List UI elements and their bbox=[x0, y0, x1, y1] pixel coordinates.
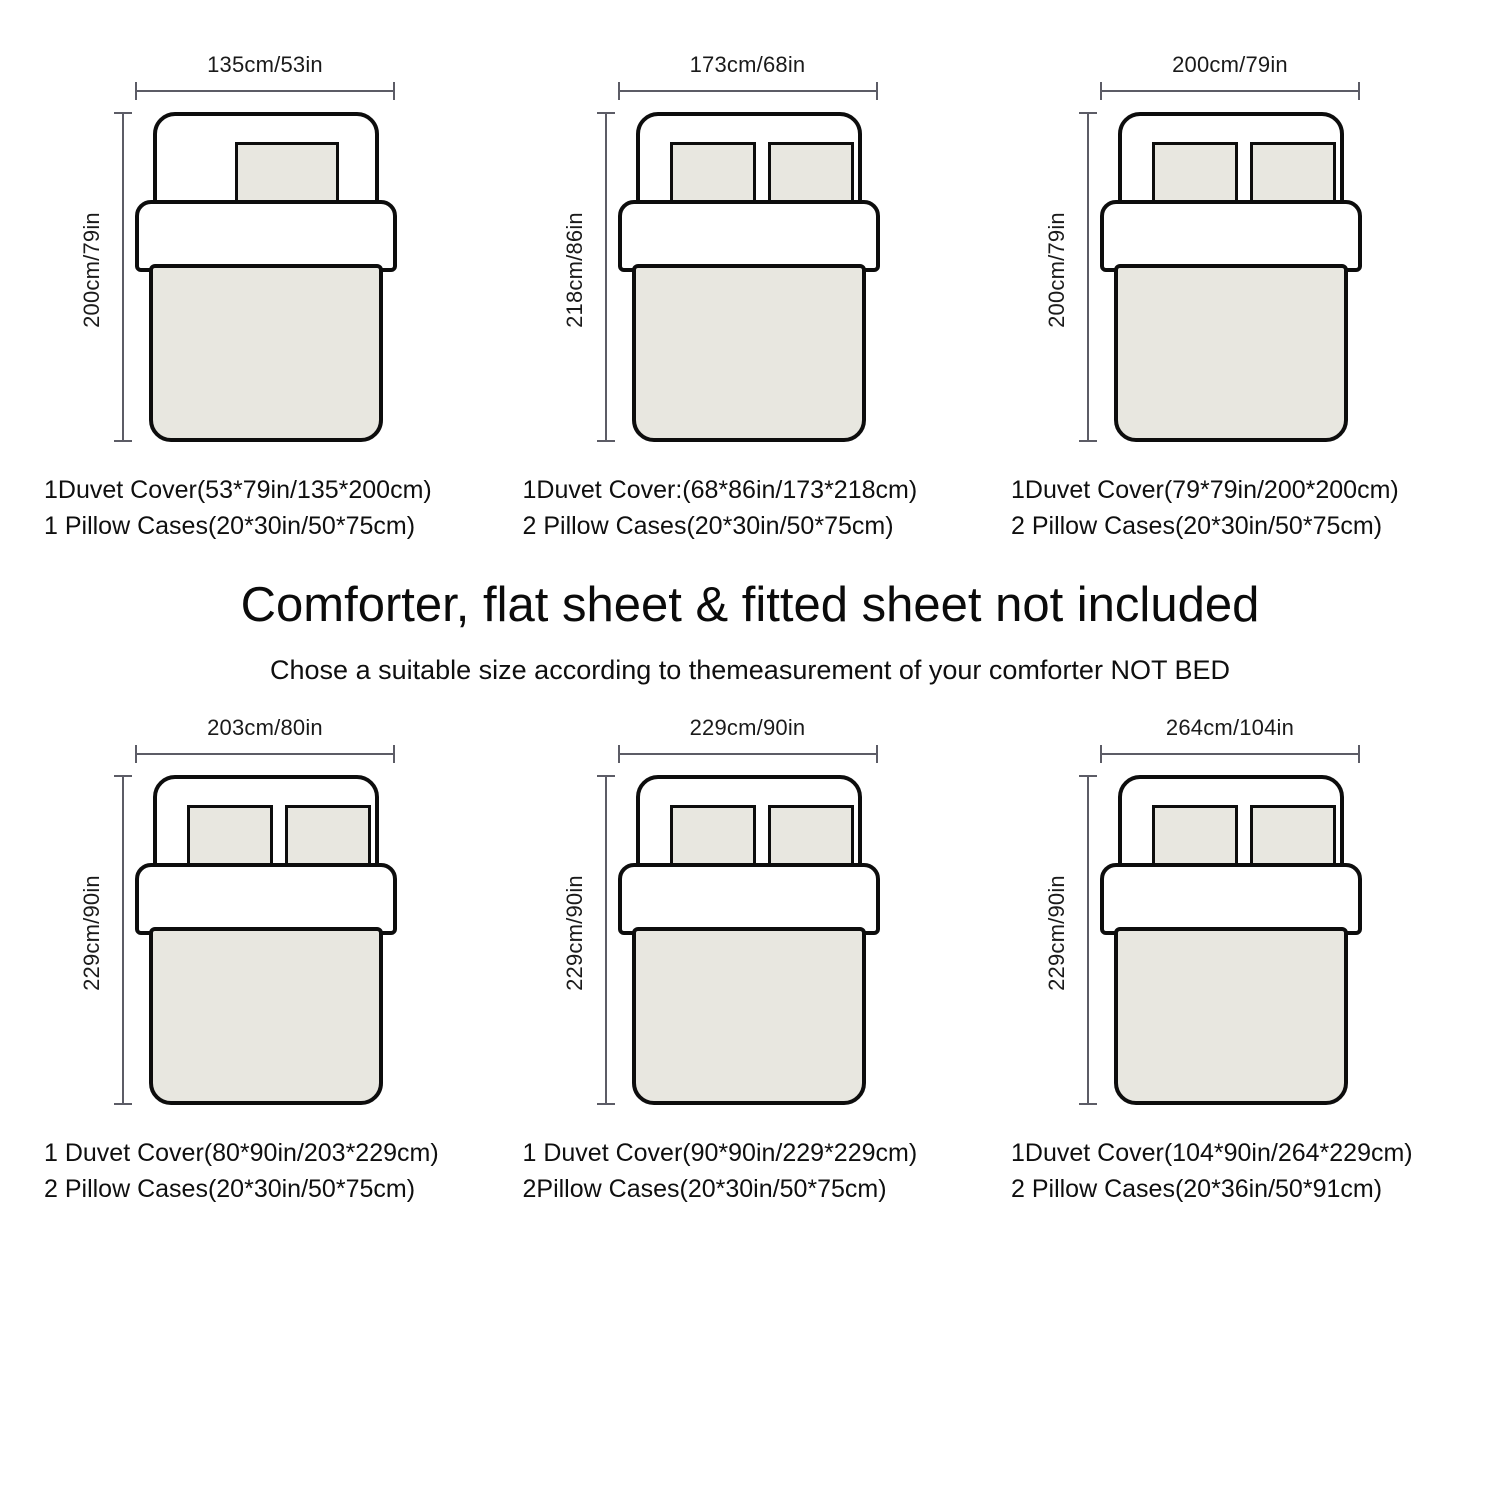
bed-illustration-5 bbox=[618, 775, 880, 1105]
width-dimension-line-4 bbox=[135, 753, 395, 755]
bed-diagram-4 bbox=[40, 697, 495, 1137]
notice-headline: Comforter, flat sheet & fitted sheet not included bbox=[240, 577, 1260, 632]
width-dimension-line-6 bbox=[1100, 753, 1360, 755]
duvet-fold-5 bbox=[618, 863, 880, 935]
caption-line: 2 Pillow Cases(20*30in/50*75cm) bbox=[44, 1175, 416, 1204]
duvet-body-4 bbox=[149, 927, 383, 1105]
size-caption-4 bbox=[40, 1135, 439, 1208]
width-measure-2 bbox=[618, 52, 878, 112]
height-label-5: 229cm/90in bbox=[561, 874, 587, 991]
height-measure-3 bbox=[1027, 112, 1089, 442]
pillow-icon bbox=[768, 805, 854, 867]
width-dimension-line-1 bbox=[135, 90, 395, 92]
size-caption-2 bbox=[523, 472, 918, 545]
width-label-4: 203cm/80in bbox=[207, 714, 323, 740]
width-measure-1 bbox=[135, 52, 395, 112]
bed-diagram-6 bbox=[1005, 697, 1460, 1137]
size-card-1 bbox=[40, 34, 495, 545]
size-caption-6 bbox=[1005, 1135, 1413, 1208]
duvet-fold-6 bbox=[1100, 863, 1362, 935]
height-dimension-line-6 bbox=[1087, 775, 1089, 1105]
pillow-icon bbox=[1250, 805, 1336, 867]
height-measure-2 bbox=[545, 112, 607, 442]
bed-illustration-2 bbox=[618, 112, 880, 442]
pillow-icon bbox=[285, 805, 371, 867]
width-dimension-line-2 bbox=[618, 90, 878, 92]
width-dimension-line-5 bbox=[618, 753, 878, 755]
pillow-icon bbox=[1250, 142, 1336, 204]
caption-line: 2 Pillow Cases(20*30in/50*75cm) bbox=[522, 512, 894, 541]
height-dimension-line-3 bbox=[1087, 112, 1089, 442]
width-measure-4 bbox=[135, 715, 395, 775]
size-card-5 bbox=[523, 697, 978, 1208]
duvet-fold-2 bbox=[618, 200, 880, 272]
duvet-body-2 bbox=[632, 264, 866, 442]
pillow-icon bbox=[187, 805, 273, 867]
height-measure-1 bbox=[62, 112, 124, 442]
pillow-icon bbox=[670, 805, 756, 867]
bed-diagram-3 bbox=[1005, 34, 1460, 474]
caption-line: 1Duvet Cover:(68*86in/173*218cm) bbox=[522, 476, 918, 504]
height-label-4: 229cm/90in bbox=[79, 874, 104, 991]
caption-line: 1 Duvet Cover(90*90in/229*229cm) bbox=[522, 1138, 918, 1167]
duvet-body-5 bbox=[632, 927, 866, 1105]
size-card-2 bbox=[523, 34, 978, 545]
caption-line: 1Duvet Cover(53*79in/135*200cm) bbox=[44, 476, 432, 504]
width-measure-5 bbox=[618, 715, 878, 775]
height-dimension-line-5 bbox=[605, 775, 607, 1105]
size-caption-1 bbox=[40, 472, 432, 545]
size-card-3 bbox=[1005, 34, 1460, 545]
bed-illustration-6 bbox=[1100, 775, 1362, 1105]
caption-line: 1Duvet Cover(79*79in/200*200cm) bbox=[1011, 476, 1399, 504]
width-label-5: 229cm/90in bbox=[689, 714, 806, 740]
caption-line: 2Pillow Cases(20*30in/50*75cm) bbox=[522, 1175, 887, 1204]
caption-line: 1 Pillow Cases(20*30in/50*75cm) bbox=[44, 512, 416, 541]
bed-diagram-1 bbox=[40, 34, 495, 474]
width-label-1: 135cm/53in bbox=[207, 52, 323, 77]
duvet-fold-4 bbox=[135, 863, 397, 935]
notice-subline: Chose a suitable size according to themeasurement of your comforter NOT BED bbox=[270, 655, 1230, 686]
size-caption-3 bbox=[1005, 472, 1399, 545]
bed-illustration-3 bbox=[1100, 112, 1362, 442]
height-dimension-line-1 bbox=[122, 112, 124, 442]
pillow-icon bbox=[1152, 805, 1238, 867]
pillow-icon bbox=[235, 142, 339, 204]
height-label-1: 200cm/79in bbox=[79, 212, 104, 328]
duvet-fold-1 bbox=[135, 200, 397, 272]
size-row-top bbox=[0, 34, 1500, 545]
caption-line: 2 Pillow Cases(20*30in/50*75cm) bbox=[1011, 512, 1383, 541]
duvet-body-1 bbox=[149, 264, 383, 442]
height-dimension-line-4 bbox=[122, 775, 124, 1105]
height-measure-5 bbox=[545, 775, 607, 1105]
height-label-6: 229cm/90in bbox=[1044, 874, 1069, 991]
width-measure-3 bbox=[1100, 52, 1360, 112]
bed-illustration-1 bbox=[135, 112, 397, 442]
bed-illustration-4 bbox=[135, 775, 397, 1105]
size-caption-5 bbox=[523, 1135, 918, 1208]
height-measure-4 bbox=[62, 775, 124, 1105]
caption-line: 1Duvet Cover(104*90in/264*229cm) bbox=[1011, 1138, 1413, 1167]
width-label-6: 264cm/104in bbox=[1165, 714, 1295, 740]
size-card-4 bbox=[40, 697, 495, 1208]
bed-diagram-5 bbox=[523, 697, 978, 1137]
width-label-2: 173cm/68in bbox=[689, 52, 806, 77]
duvet-body-6 bbox=[1114, 927, 1348, 1105]
pillow-icon bbox=[768, 142, 854, 204]
caption-line: 2 Pillow Cases(20*36in/50*91cm) bbox=[1011, 1175, 1383, 1204]
pillow-icon bbox=[670, 142, 756, 204]
width-measure-6 bbox=[1100, 715, 1360, 775]
width-dimension-line-3 bbox=[1100, 90, 1360, 92]
pillow-icon bbox=[1152, 142, 1238, 204]
duvet-fold-3 bbox=[1100, 200, 1362, 272]
size-row-bottom bbox=[0, 697, 1500, 1208]
height-label-3: 200cm/79in bbox=[1044, 212, 1069, 328]
duvet-body-3 bbox=[1114, 264, 1348, 442]
bed-diagram-2 bbox=[523, 34, 978, 474]
notice-block bbox=[0, 579, 1500, 687]
caption-line: 1 Duvet Cover(80*90in/203*229cm) bbox=[44, 1138, 439, 1167]
width-label-3: 200cm/79in bbox=[1172, 52, 1288, 77]
size-card-6 bbox=[1005, 697, 1460, 1208]
height-label-2: 218cm/86in bbox=[561, 212, 587, 328]
height-measure-6 bbox=[1027, 775, 1089, 1105]
height-dimension-line-2 bbox=[605, 112, 607, 442]
